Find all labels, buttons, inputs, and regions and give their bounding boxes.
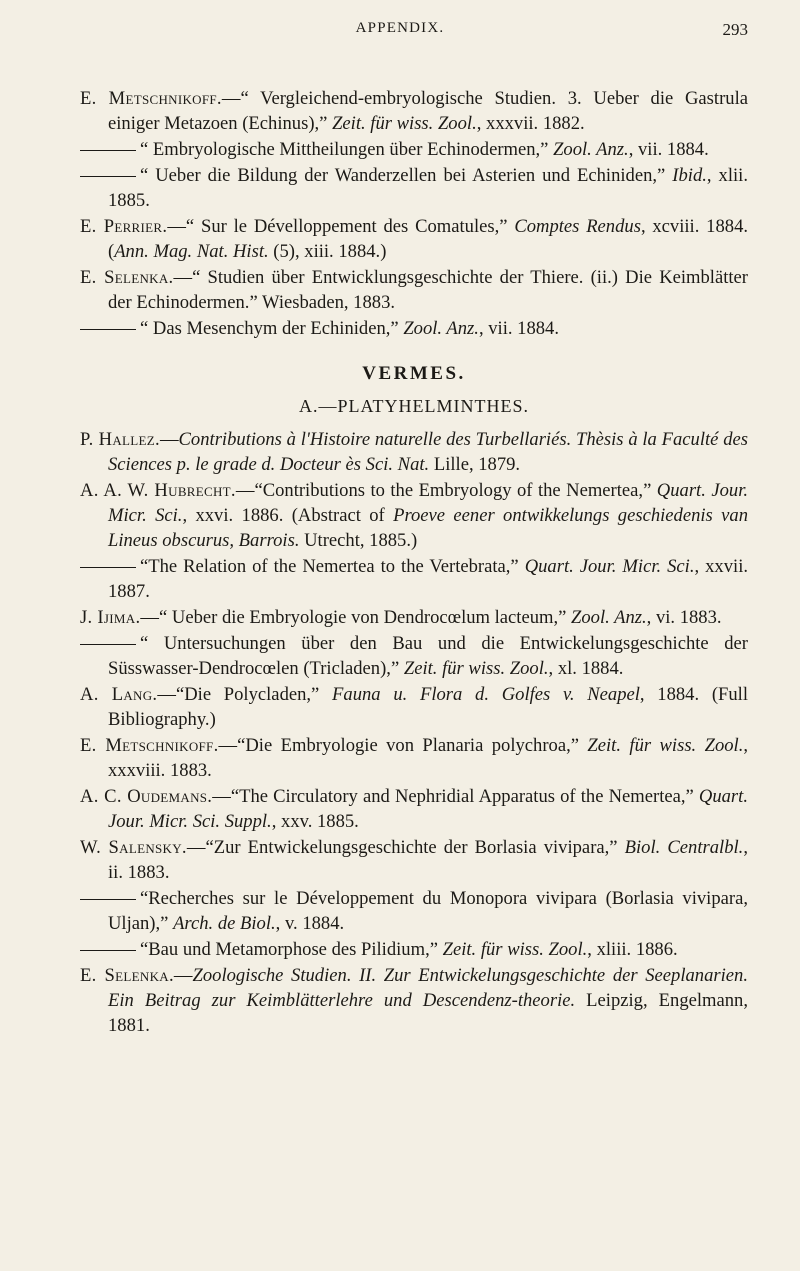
reference-text: , ii. 1883. bbox=[108, 837, 748, 883]
reference-entry bbox=[80, 631, 748, 681]
reference-entry bbox=[80, 554, 748, 604]
reference-text: , xlii. 1885. bbox=[108, 165, 748, 211]
reference-text: , xxv. 1885. bbox=[271, 811, 359, 832]
reference-text: —“Die Embryologie von Planaria polychroa,” bbox=[218, 735, 588, 756]
reference-title-italic: Zeit. für wiss. Zool. bbox=[332, 113, 477, 134]
reference-entry bbox=[80, 214, 748, 264]
reference-title-italic: Contributions à l'Histoire naturelle des Turbellariés. Thèsis à la Faculté des Sciences p. le grade d. Docteur ès Sci. Nat. bbox=[108, 429, 748, 475]
reference-title-italic: Zeit. für wiss. Zool. bbox=[442, 939, 588, 960]
section-heading: VERMES. bbox=[362, 363, 466, 384]
reference-entry bbox=[80, 886, 748, 936]
reference-author: W. Salensky. bbox=[80, 837, 187, 858]
reference-text: “The Relation of the Nemertea to the Vertebrata,” bbox=[140, 556, 525, 577]
subsection-heading: A.—PLATYHELMINTHES. bbox=[299, 396, 529, 416]
reference-entry bbox=[80, 265, 748, 315]
reference-text: , xxvii. 1887. bbox=[108, 556, 749, 602]
reference-text: —“ Vergleichend-embryologische Studien. 3. Ueber die Gastrula einiger Metazoen (Echinus),” bbox=[108, 88, 748, 134]
reference-entry bbox=[80, 682, 748, 732]
reference-text: , v. 1884. bbox=[275, 913, 345, 934]
reference-text: , xxvi. 1886. (Abstract of bbox=[182, 505, 394, 526]
reference-entry bbox=[80, 937, 748, 962]
reference-text: —“ Studien über Entwicklungsgeschichte der Thiere. (ii.) Die Keimblätter der Echinodermen.” Wiesbaden, 1883. bbox=[108, 267, 749, 313]
reference-author: A. C. Oudemans. bbox=[80, 786, 213, 807]
reference-author: P. Hallez. bbox=[80, 429, 160, 450]
reference-title-italic: Biol. Centralbl. bbox=[624, 837, 744, 858]
reference-author: E. Selenka. bbox=[80, 965, 174, 986]
reference-title-italic: Proeve eener ontwikkelungs geschiedenis van Lineus obscurus, Barrois. bbox=[108, 505, 748, 551]
reference-text: — bbox=[159, 429, 179, 450]
reference-text: , vii. 1884. bbox=[628, 139, 709, 160]
reference-author: E. Perrier. bbox=[80, 216, 168, 237]
reference-title-italic: Ibid. bbox=[672, 165, 707, 186]
reference-title-italic: Ann. Mag. Nat. Hist. bbox=[114, 241, 269, 262]
reference-author: E. Metschnikoff. bbox=[80, 735, 219, 756]
page-number: 293 bbox=[722, 20, 748, 39]
reference-text: —“ Sur le Dévelloppement des Comatules,” bbox=[167, 216, 515, 237]
reference-text: , xl. 1884. bbox=[548, 658, 624, 679]
ditto-dash bbox=[80, 150, 136, 151]
reference-text: —“Die Polycladen,” bbox=[157, 684, 333, 705]
reference-text: “Recherches sur le Développement du Monopora vivipara (Borlasia vivipara, Uljan),” bbox=[108, 888, 748, 934]
reference-title-italic: Quart. Jour. Micr. Sci. bbox=[108, 480, 749, 526]
reference-title-italic: Fauna u. Flora d. Golfes v. Neapel bbox=[332, 684, 640, 705]
reference-entry bbox=[80, 163, 748, 213]
reference-text: —“Zur Entwickelungsgeschichte der Borlasia vivipara,” bbox=[186, 837, 625, 858]
reference-text: , 1884. (Full Bibliography.) bbox=[108, 684, 748, 730]
reference-author: E. Metschnikoff. bbox=[80, 88, 222, 109]
ditto-dash bbox=[80, 899, 136, 900]
ditto-dash bbox=[80, 644, 136, 645]
reference-text: “ Das Mesenchym der Echiniden,” bbox=[140, 318, 404, 339]
reference-title-italic: Arch. de Biol. bbox=[173, 913, 276, 934]
reference-entry bbox=[80, 86, 748, 136]
running-title: APPENDIX. bbox=[355, 20, 445, 36]
reference-author: J. Ijima. bbox=[80, 607, 141, 628]
reference-text: “ Embryologische Mittheilungen über Echinodermen,” bbox=[140, 139, 554, 160]
reference-text: , xxxvii. 1882. bbox=[476, 113, 585, 134]
ditto-dash bbox=[80, 950, 136, 951]
reference-text: , xliii. 1886. bbox=[587, 939, 678, 960]
reference-title-italic: Quart. Jour. Micr. Sci. bbox=[524, 556, 695, 577]
reference-title-italic: Zoologische Studien. II. Zur Entwickelungsgeschichte der Seeplanarien. Ein Beitrag zur Keimblätterlehre und Descendenz-theorie. bbox=[108, 965, 748, 1011]
reference-entry bbox=[80, 478, 748, 553]
reference-author: E. Selenka. bbox=[80, 267, 174, 288]
reference-title-italic: Comptes Rendus bbox=[514, 216, 641, 237]
reference-title-italic: Zool. Anz. bbox=[553, 139, 629, 160]
reference-text: , xxxviii. 1883. bbox=[108, 735, 749, 781]
reference-text: — bbox=[173, 965, 193, 986]
reference-entry bbox=[80, 427, 748, 477]
platyhelminthes-references bbox=[80, 427, 748, 1038]
ditto-dash bbox=[80, 176, 136, 177]
reference-text: “Bau und Metamorphose des Pilidium,” bbox=[140, 939, 443, 960]
ditto-dash bbox=[80, 329, 136, 330]
reference-text: Lille, 1879. bbox=[429, 454, 521, 475]
bibliography bbox=[80, 86, 748, 1039]
reference-text: Leipzig, Engelmann, 1881. bbox=[108, 990, 748, 1036]
running-head bbox=[0, 20, 800, 44]
reference-text: Utrecht, 1885.) bbox=[299, 530, 418, 551]
reference-text: , vii. 1884. bbox=[478, 318, 559, 339]
reference-text: —“ Ueber die Embryologie von Dendrocœlum lacteum,” bbox=[140, 607, 572, 628]
reference-entry bbox=[80, 605, 748, 630]
reference-entry bbox=[80, 835, 748, 885]
reference-title-italic: Zeit. für wiss. Zool. bbox=[587, 735, 744, 756]
reference-entry bbox=[80, 784, 748, 834]
reference-text: —“The Circulatory and Nephridial Apparatus of the Nemertea,” bbox=[212, 786, 699, 807]
reference-text: (5), xiii. 1884.) bbox=[268, 241, 387, 262]
reference-entry bbox=[80, 137, 748, 162]
ditto-dash bbox=[80, 567, 136, 568]
reference-title-italic: Zool. Anz. bbox=[403, 318, 479, 339]
reference-title-italic: Quart. Jour. Micr. Sci. Suppl. bbox=[108, 786, 748, 832]
echinodermata-references bbox=[80, 86, 748, 341]
reference-text: —“Contributions to the Embryology of the Nemertea,” bbox=[235, 480, 657, 501]
reference-entry bbox=[80, 316, 748, 341]
reference-entry bbox=[80, 963, 748, 1038]
reference-entry bbox=[80, 733, 748, 783]
reference-text: “ Ueber die Bildung der Wanderzellen bei Asterien und Echiniden,” bbox=[140, 165, 673, 186]
reference-title-italic: Zeit. für wiss. Zool. bbox=[403, 658, 549, 679]
reference-author: A. Lang. bbox=[80, 684, 158, 705]
reference-text: , xcviii. 1884. ( bbox=[108, 216, 749, 262]
reference-author: A. A. W. Hubrecht. bbox=[80, 480, 236, 501]
reference-text: “ Untersuchungen über den Bau und die Entwickelungsgeschichte der Süsswasser-Dendrocœlen (Tricladen),” bbox=[108, 633, 748, 679]
reference-text: , vi. 1883. bbox=[646, 607, 722, 628]
reference-title-italic: Zool. Anz. bbox=[571, 607, 647, 628]
